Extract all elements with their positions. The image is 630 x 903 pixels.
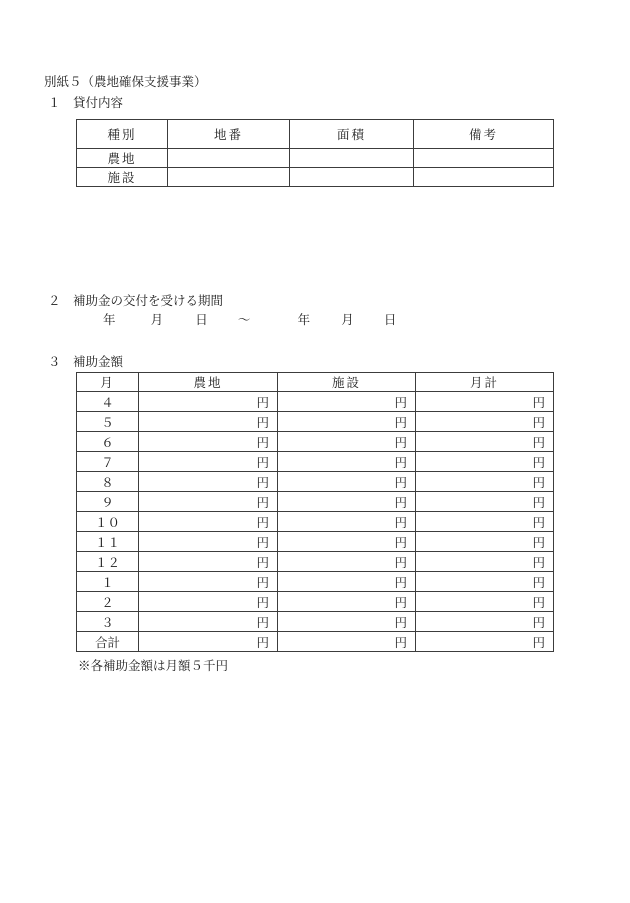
period-to-day-label: 日 xyxy=(383,313,397,327)
subsidy-monthly-total-cell: 円 xyxy=(416,472,554,492)
period-from-day-label: 日 xyxy=(195,313,208,327)
subsidy-month-cell: ５ xyxy=(77,412,139,432)
loan-header-area: 面積 xyxy=(290,120,414,149)
subsidy-month-cell: １０ xyxy=(77,512,139,532)
subsidy-facility-amount-cell: 円 xyxy=(278,552,416,572)
loan-lot-number-cell xyxy=(168,168,290,187)
subsidy-month-cell: ９ xyxy=(77,492,139,512)
subsidy-facility-amount-cell: 円 xyxy=(278,432,416,452)
subsidy-facility-amount-cell: 円 xyxy=(278,632,416,652)
loan-remarks-cell xyxy=(414,149,554,168)
subsidy-monthly-total-cell: 円 xyxy=(416,592,554,612)
period-to-month-label: 月 xyxy=(341,313,354,327)
subsidy-month-cell: １ xyxy=(77,572,139,592)
loan-table-row xyxy=(77,168,554,187)
loan-area-cell xyxy=(290,149,414,168)
subsidy-table-row xyxy=(77,492,554,512)
subsidy-monthly-total-cell: 円 xyxy=(416,572,554,592)
subsidy-table-row xyxy=(77,632,554,652)
subsidy-monthly-total-cell: 円 xyxy=(416,392,554,412)
loan-row-type-label: 施設 xyxy=(77,168,168,187)
subsidy-facility-amount-cell: 円 xyxy=(278,592,416,612)
subsidy-table-header-row xyxy=(77,373,554,392)
loan-area-cell xyxy=(290,168,414,187)
subsidy-facility-amount-cell: 円 xyxy=(278,612,416,632)
subsidy-farmland-amount-cell: 円 xyxy=(139,552,278,572)
subsidy-farmland-amount-cell: 円 xyxy=(139,512,278,532)
subsidy-farmland-amount-cell: 円 xyxy=(139,532,278,552)
subsidy-monthly-total-cell: 円 xyxy=(416,432,554,452)
period-from-year-label: 年 xyxy=(103,313,116,327)
subsidy-monthly-total-cell: 円 xyxy=(416,412,554,432)
subsidy-farmland-amount-cell: 円 xyxy=(139,592,278,612)
subsidy-month-cell: ８ xyxy=(77,472,139,492)
loan-table-row xyxy=(77,149,554,168)
loan-table-header-row xyxy=(77,120,554,149)
subsidy-monthly-total-cell: 円 xyxy=(416,612,554,632)
loan-row-type-label: 農地 xyxy=(77,149,168,168)
subsidy-table-row xyxy=(77,532,554,552)
subsidy-month-cell: １２ xyxy=(77,552,139,572)
subsidy-header-farmland: 農地 xyxy=(139,373,278,392)
loan-header-remarks: 備考 xyxy=(414,120,554,149)
subsidy-farmland-amount-cell: 円 xyxy=(139,472,278,492)
subsidy-farmland-amount-cell: 円 xyxy=(139,412,278,432)
document-title: 別紙５（農地確保支援事業） xyxy=(44,75,207,89)
subsidy-table-row xyxy=(77,452,554,472)
subsidy-monthly-total-cell: 円 xyxy=(416,532,554,552)
period-from-month-label: 月 xyxy=(150,313,164,327)
subsidy-table-row xyxy=(77,392,554,412)
subsidy-amount-table xyxy=(76,372,554,652)
loan-header-lot-number: 地番 xyxy=(168,120,290,149)
loan-remarks-cell xyxy=(414,168,554,187)
subsidy-month-cell: ４ xyxy=(77,392,139,412)
subsidy-monthly-total-cell: 円 xyxy=(416,512,554,532)
subsidy-month-cell: １１ xyxy=(77,532,139,552)
subsidy-month-cell: ６ xyxy=(77,432,139,452)
subsidy-header-facility: 施設 xyxy=(278,373,416,392)
subsidy-month-cell: ３ xyxy=(77,612,139,632)
subsidy-farmland-amount-cell: 円 xyxy=(139,432,278,452)
subsidy-farmland-amount-cell: 円 xyxy=(139,392,278,412)
subsidy-table-row xyxy=(77,412,554,432)
subsidy-table-row xyxy=(77,512,554,532)
subsidy-facility-amount-cell: 円 xyxy=(278,412,416,432)
subsidy-monthly-total-cell: 円 xyxy=(416,552,554,572)
subsidy-table-row xyxy=(77,552,554,572)
subsidy-facility-amount-cell: 円 xyxy=(278,492,416,512)
subsidy-month-cell: ２ xyxy=(77,592,139,612)
subsidy-facility-amount-cell: 円 xyxy=(278,392,416,412)
subsidy-facility-amount-cell: 円 xyxy=(278,572,416,592)
section1-heading: １ 貸付内容 xyxy=(48,96,124,110)
subsidy-facility-amount-cell: 円 xyxy=(278,472,416,492)
subsidy-month-cell: 合計 xyxy=(77,632,139,652)
subsidy-table-row xyxy=(77,572,554,592)
subsidy-period-line xyxy=(103,313,396,328)
loan-details-table xyxy=(76,119,554,187)
subsidy-note: ※各補助金額は月額５千円 xyxy=(78,659,229,673)
period-range-tilde: ～ xyxy=(237,313,251,327)
subsidy-table-row xyxy=(77,612,554,632)
subsidy-table-row xyxy=(77,432,554,452)
subsidy-monthly-total-cell: 円 xyxy=(416,452,554,472)
subsidy-facility-amount-cell: 円 xyxy=(278,532,416,552)
period-to-year-label: 年 xyxy=(297,313,311,327)
loan-header-type: 種別 xyxy=(77,120,168,149)
loan-lot-number-cell xyxy=(168,149,290,168)
subsidy-monthly-total-cell: 円 xyxy=(416,632,554,652)
subsidy-farmland-amount-cell: 円 xyxy=(139,452,278,472)
subsidy-facility-amount-cell: 円 xyxy=(278,512,416,532)
subsidy-farmland-amount-cell: 円 xyxy=(139,612,278,632)
subsidy-header-monthly-total: 月計 xyxy=(416,373,554,392)
subsidy-farmland-amount-cell: 円 xyxy=(139,632,278,652)
subsidy-facility-amount-cell: 円 xyxy=(278,452,416,472)
subsidy-month-cell: ７ xyxy=(77,452,139,472)
subsidy-header-month: 月 xyxy=(77,373,139,392)
section3-heading: ３ 補助金額 xyxy=(48,355,124,369)
subsidy-monthly-total-cell: 円 xyxy=(416,492,554,512)
section2-heading: ２ 補助金の交付を受ける期間 xyxy=(48,294,224,308)
subsidy-table-row xyxy=(77,472,554,492)
subsidy-farmland-amount-cell: 円 xyxy=(139,572,278,592)
subsidy-table-row xyxy=(77,592,554,612)
subsidy-farmland-amount-cell: 円 xyxy=(139,492,278,512)
